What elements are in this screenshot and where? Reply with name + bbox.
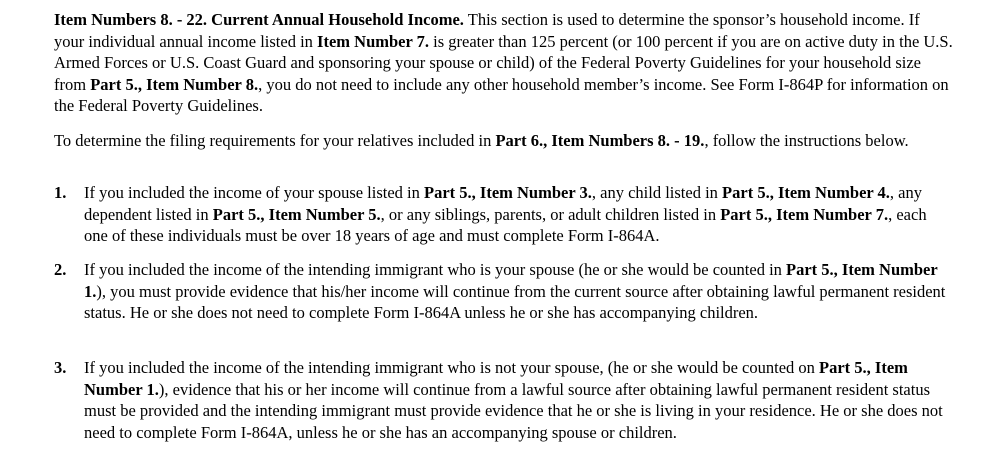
list-item xyxy=(54,182,954,247)
list-item-text xyxy=(84,182,954,247)
paragraph-text: This section is used to determine the sponsor’s household income. If your individual annual income listed in xyxy=(54,10,920,51)
paragraph-text: , follow the instructions below. xyxy=(704,131,909,150)
list-item xyxy=(54,259,954,324)
household-income-paragraph xyxy=(54,9,954,117)
item-text: If you included the income of your spouse listed in xyxy=(84,183,425,202)
reference-bold: Part 5., Item Number 7. xyxy=(720,204,889,224)
reference-bold: Part 5., Item Number 5. xyxy=(212,204,381,224)
paragraph-text: , you do not need to include any other household member’s income. See Form I-864P for information on the Federal Poverty Guidelines. xyxy=(54,74,949,116)
item-text: If you included the income of the intending immigrant who is your spouse (he or she would be counted in xyxy=(84,260,787,279)
reference-bold: Part 5., Item Number 8. xyxy=(90,74,259,94)
reference-bold: Part 5., Item Number 4. xyxy=(722,183,890,202)
list-item-text xyxy=(84,357,954,443)
item-text: , each one of these individuals must be over 18 years of age and must complete Form I-864A. xyxy=(84,204,927,246)
reference-bold: Part 5., Item Number 3. xyxy=(424,183,592,202)
filing-requirements-paragraph xyxy=(54,130,954,152)
list-number: 2. xyxy=(54,260,67,279)
reference-bold: Part 5., Item Number 1. xyxy=(84,358,908,399)
list-item xyxy=(54,357,954,443)
reference-bold: Part 5., Item Number 1. xyxy=(84,260,938,301)
item-text: If you included the income of the intending immigrant who is not your spouse, (he or she would be counted on xyxy=(84,358,820,377)
paragraph-text: is greater than 125 percent (or 100 percent if you are on active duty in the U.S. Armed Forces or U.S. Coast Guard and sponsoring your spouse or child) of the Federal Poverty Guidelines for your household size from xyxy=(54,31,953,94)
item-text: ), you must provide evidence that his/her income will continue from the current source after obtaining lawful permanent resident status. He or she does not need to complete Form I-864A unless he or she has accompanying children. xyxy=(84,281,946,323)
paragraph-text: To determine the filing requirements for your relatives included in xyxy=(54,131,496,150)
item-text: , any child listed in xyxy=(591,183,723,202)
section-heading: Item Numbers 8. - 22. Current Annual Household Income. xyxy=(54,10,464,29)
list-number: 3. xyxy=(54,358,67,377)
list-item-text xyxy=(84,259,954,324)
reference-bold: Part 6., Item Numbers 8. - 19. xyxy=(495,131,705,150)
item-text: ), evidence that his or her income will continue from a lawful source after obtaining lawful permanent resident status must be provided and the intending immigrant must provide evidence that he or she is living in your residence. He or she does not need to complete Form I-864A, unless he or she has an accompanying spouse or children. xyxy=(84,379,943,442)
reference-bold: Item Number 7. xyxy=(317,31,430,51)
item-text: , or any siblings, parents, or adult children listed in xyxy=(380,204,721,224)
item-text: , any dependent listed in xyxy=(84,183,922,224)
list-number: 1. xyxy=(54,183,67,202)
